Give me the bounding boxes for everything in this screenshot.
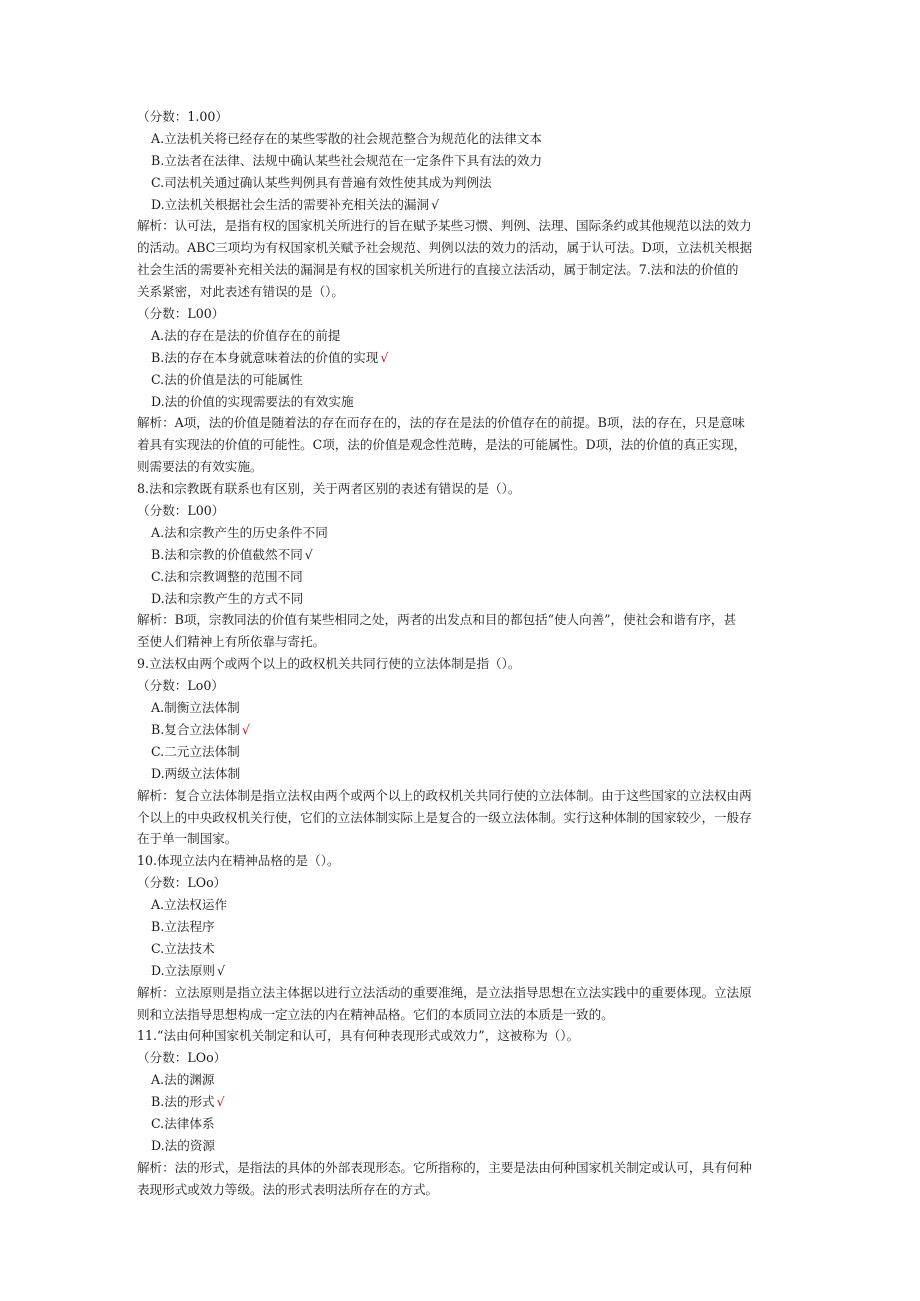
- q7-explanation-line-3: 则需要法的有效实施。: [137, 459, 263, 475]
- q9-option-c[interactable]: C.二元立法体制: [151, 743, 240, 759]
- q11-question: 11.“法由何种国家机关制定和认可，具有何种表现形式或效力”，这被称为（）。: [137, 1028, 580, 1044]
- q11-option-b[interactable]: B.法的形式 √: [151, 1094, 225, 1110]
- q8-option-a[interactable]: A.法和宗教产生的历史条件不同: [151, 524, 328, 540]
- q6-option-b[interactable]: B.立法者在法律、法规中确认某些社会规范在一定条件下具有法的效力: [151, 152, 543, 168]
- check-mark-icon: √: [216, 1094, 225, 1110]
- q10-score: （分数：LOo）: [137, 875, 227, 891]
- q6-explanation-line-2: 的活动。ABC三项均为有权国家机关赋予社会规范、判例以法的效力的活动，属于认可法。D项，立法机关根据: [137, 240, 753, 256]
- q9-option-d[interactable]: D.两级立法体制: [151, 765, 241, 781]
- q6-option-a[interactable]: A.立法机关将已经存在的某些零散的社会规范整合为规范化的法律文本: [151, 130, 542, 146]
- q9-explanation-line-2: 个以上的中央政权机关行使，它们的立法体制实际上是复合的一级立法体制。实行这种体制的国家较少，一般存: [137, 809, 752, 825]
- q7-option-c[interactable]: C.法的价值是法的可能属性: [151, 371, 303, 387]
- q6-option-d[interactable]: D.立法机关根据社会生活的需要补充相关法的漏洞 √: [151, 196, 440, 212]
- q11-explanation-line-1: 解析：法的形式，是指法的具体的外部表现形态。它所指称的，主要是法由何种国家机关制定或认可，具有何种: [137, 1159, 752, 1175]
- q8-explanation-line-1: 解析：B项，宗教同法的价值有某些相同之处，两者的出发点和目的都包括“使人向善”，使社会和谐有序，甚: [137, 612, 736, 628]
- q10-option-a[interactable]: A.立法权运作: [151, 897, 228, 913]
- q8-score: （分数：L00）: [137, 503, 225, 519]
- check-mark-icon: √: [431, 196, 440, 212]
- q8-option-b[interactable]: B.法和宗教的价值截然不同 √: [151, 546, 313, 562]
- q11-score: （分数：LOo）: [137, 1050, 227, 1066]
- document-page: [137, 106, 787, 1201]
- q9-option-b[interactable]: B.复合立法体制 √: [151, 721, 250, 737]
- q10-option-d[interactable]: D.立法原则 √: [151, 962, 226, 978]
- q6-explanation-line-3: 社会生活的需要补充相关法的漏洞是有权的国家机关所进行的直接立法活动，属于制定法。7.法和法的价值的: [137, 262, 739, 278]
- q9-explanation-line-3: 在于单一制国家。: [137, 831, 238, 847]
- q6-explanation-line-1: 解析：认可法，是指有权的国家机关所进行的旨在赋予某些习惯、判例、法理、国际条约或其他规范以法的效力: [137, 218, 752, 234]
- q10-explanation-line-2: 则和立法指导思想构成一定立法的内在精神品格。它们的本质同立法的本质是一致的。: [137, 1006, 614, 1022]
- check-mark-icon: √: [380, 349, 389, 365]
- q6-explanation-line-4: 关系紧密，对此表述有错误的是（）。: [137, 284, 344, 300]
- q11-option-c[interactable]: C.法律体系: [151, 1115, 215, 1131]
- q10-option-c[interactable]: C.立法技术: [151, 940, 215, 956]
- q7-score: （分数：L00）: [137, 306, 225, 322]
- q10-option-b[interactable]: B.立法程序: [151, 918, 215, 934]
- q8-explanation-line-2: 至使人们精神上有所依靠与寄托。: [137, 634, 326, 650]
- q9-explanation-line-1: 解析：复合立法体制是指立法权由两个或两个以上的政权机关共同行使的立法体制。由于这些国家的立法权由两: [137, 787, 752, 803]
- q9-option-a[interactable]: A.制衡立法体制: [151, 700, 240, 716]
- q7-explanation-line-1: 解析：A项，法的价值是随着法的存在而存在的，法的存在是法的价值存在的前提。B项，法的存在，只是意味: [137, 415, 745, 431]
- q10-question: 10.体现立法内在精神品格的是（）。: [137, 853, 340, 869]
- q8-option-d[interactable]: D.法和宗教产生的方式不同: [151, 590, 304, 606]
- q7-option-a[interactable]: A.法的存在是法的价值存在的前提: [151, 327, 341, 343]
- q8-option-c[interactable]: C.法和宗教调整的范围不同: [151, 568, 303, 584]
- q7-option-d[interactable]: D.法的价值的实现需要法的有效实施: [151, 393, 354, 409]
- q9-score: （分数：Lo0）: [137, 678, 224, 694]
- q11-explanation-line-2: 表现形式或效力等级。法的形式表明法所存在的方式。: [137, 1181, 439, 1197]
- q6-score: （分数：1.00）: [137, 109, 229, 124]
- q11-option-d[interactable]: D.法的资源: [151, 1137, 216, 1153]
- q11-option-a[interactable]: A.法的渊源: [151, 1072, 215, 1088]
- q9-question: 9.立法权由两个或两个以上的政权机关共同行使的立法体制是指（）。: [137, 656, 521, 672]
- q7-explanation-line-2: 着具有实现法的价值的可能性。C项，法的价值是观念性范畴，是法的可能属性。D项，法的价值的真正实现，: [137, 437, 747, 453]
- q8-question: 8.法和宗教既有联系也有区别，关于两者区别的表述有错误的是（）。: [137, 481, 521, 497]
- q6-option-c[interactable]: C.司法机关通过确认某些判例具有普遍有效性使其成为判例法: [151, 174, 492, 190]
- q7-option-b[interactable]: B.法的存在本身就意味着法的价值的实现 √: [151, 349, 389, 365]
- check-mark-icon: √: [304, 546, 313, 562]
- check-mark-icon: √: [217, 962, 226, 978]
- check-mark-icon: √: [241, 721, 250, 737]
- q10-explanation-line-1: 解析：立法原则是指立法主体据以进行立法活动的重要准绳，是立法指导思想在立法实践中的重要体现。立法原: [137, 984, 752, 1000]
